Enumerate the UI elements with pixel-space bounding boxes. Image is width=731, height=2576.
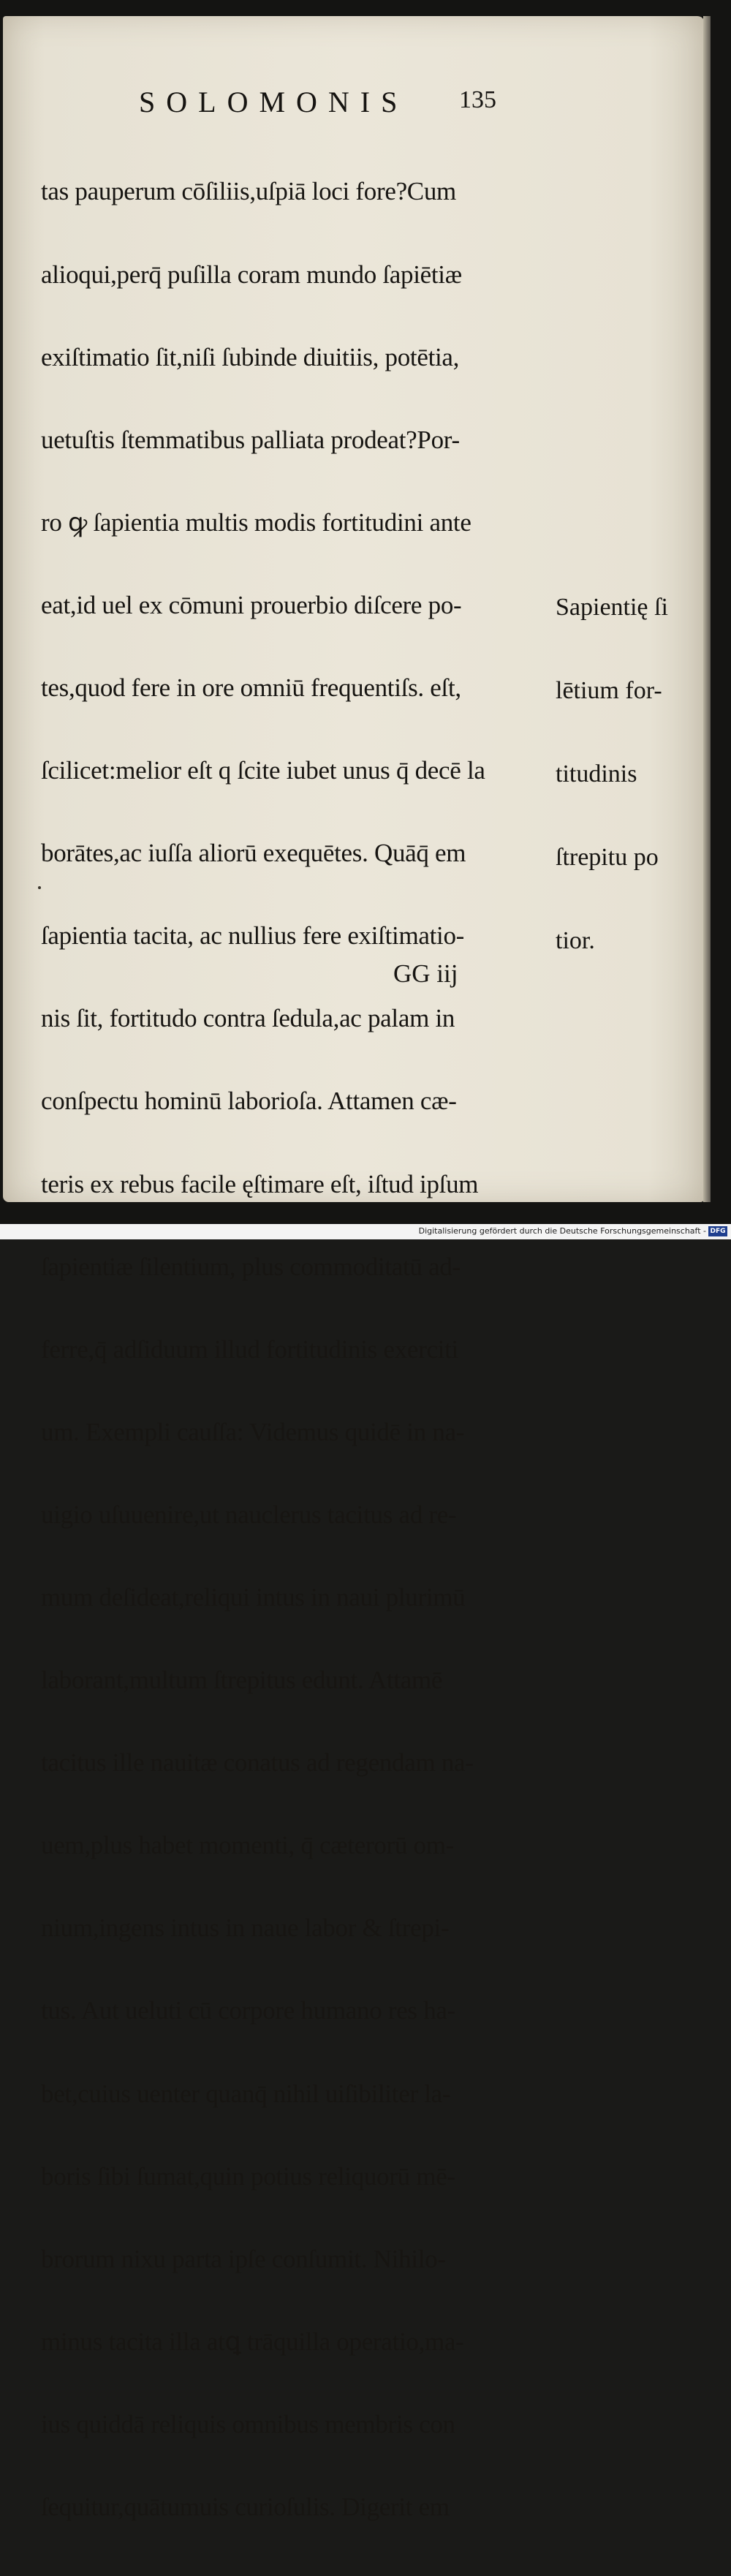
- marginal-note-line: ſtrepitu po: [556, 844, 659, 871]
- body-text: [41, 123, 538, 2576]
- text-line: minus tacita illa atꝗ trāquilla operatio,ma-: [41, 2327, 464, 2356]
- text-line: ſapientia tacita, ac nullius fere exiſtimatio-: [41, 921, 465, 951]
- signature-mark: GG iij: [393, 959, 458, 988]
- text-line: teris ex rebus facile ęſtimare eſt, iſtud ipſum: [41, 1169, 479, 1198]
- text-line: ſapientiæ ſilentium, plus commoditatū ad-: [41, 1252, 461, 1281]
- text-line: ſequitur,quātumuis curioſulis. Digerit em: [41, 2493, 450, 2522]
- marginal-note-line: Sapientię ſi: [556, 594, 668, 621]
- text-line: ro ꝙ ſapientia multis modis fortitudini ante: [41, 507, 471, 537]
- text-line: conſpectu hominū laborioſa. Attamen cæ-: [41, 1087, 457, 1116]
- text-line: eat,id uel ex cōmuni prouerbio diſcere po-: [41, 590, 462, 619]
- text-line: tus. Aut ueluti cū corpore humano res ha-: [41, 1996, 455, 2025]
- text-line: tacitus ille nauitæ conatus ad regendam na-: [41, 1748, 474, 1778]
- text-line: nis ſit, fortitudo contra ſedula,ac palam in: [41, 1004, 455, 1033]
- text-line: ſcilicet:melior eſt q ſcite iubet unus q̄ decē la: [41, 756, 485, 785]
- dfg-logo-icon: DFG: [708, 1226, 727, 1236]
- text-line: boris ſibi ſumat,quin potius reliquorū mē-: [41, 2161, 455, 2191]
- text-line: alioqui,perq̄ puſilla coram mundo ſapiētiæ: [41, 260, 462, 289]
- running-head: SOLOMONIS: [139, 86, 409, 118]
- text-line: uigio uſuuenire,ut nauclerus tacitus ad re-: [41, 1500, 457, 1529]
- text-line: tes,quod fere in ore omniū frequentiſs. eſt,: [41, 673, 461, 702]
- text-line: um. Exempli cauſſa: Videmus quidē in na-: [41, 1417, 465, 1446]
- marginal-note-line: lētium for-: [556, 677, 662, 704]
- text-line: laborant,multum ſtrepitus edunt. Attamē: [41, 1666, 443, 1695]
- text-line: uetuſtis ſtemmatibus palliata prodeat?Por-: [41, 425, 460, 454]
- ink-speck: [38, 886, 41, 889]
- footer-bar: [0, 1224, 731, 1239]
- text-line: mum deſideat,reliqui intus in naui plurimū: [41, 1583, 466, 1612]
- marginal-note-line: titudinis: [556, 760, 637, 787]
- page-edge: [703, 16, 711, 1202]
- page-number: 135: [459, 86, 496, 113]
- footer-credit: Digitalisierung gefördert durch die Deutsche Forschungsgemeinschaft -: [418, 1226, 706, 1236]
- marginal-note: [556, 538, 694, 1011]
- text-line: bet,cuius uenter quanq̄ nihil uiſibiliter la-: [41, 2079, 451, 2108]
- text-line: exiſtimatio ſit,niſi ſubinde diuitiis, potētia,: [41, 342, 460, 371]
- text-line: ferre,q̄ adſiduum illud fortitudinis exerciti: [41, 1334, 458, 1364]
- marginal-note-line: tior.: [556, 927, 595, 954]
- text-line: borātes,ac iuſſa aliorū exequētes. Quāq̄ em: [41, 839, 466, 868]
- text-line: ius quiddā reliquis omnibus membris con: [41, 2409, 455, 2439]
- text-line: nium,ingens intus in naue labor & ſtrepi-: [41, 1914, 450, 1943]
- text-line: uem,plus habet momenti, q̄ cæterorū om-: [41, 1831, 455, 1860]
- text-line: brorum nixu parta ipſe conſumit. Nihilo-: [41, 2244, 446, 2273]
- text-line: tas pauperum cōſiliis,uſpiā loci fore?Cum: [41, 177, 456, 206]
